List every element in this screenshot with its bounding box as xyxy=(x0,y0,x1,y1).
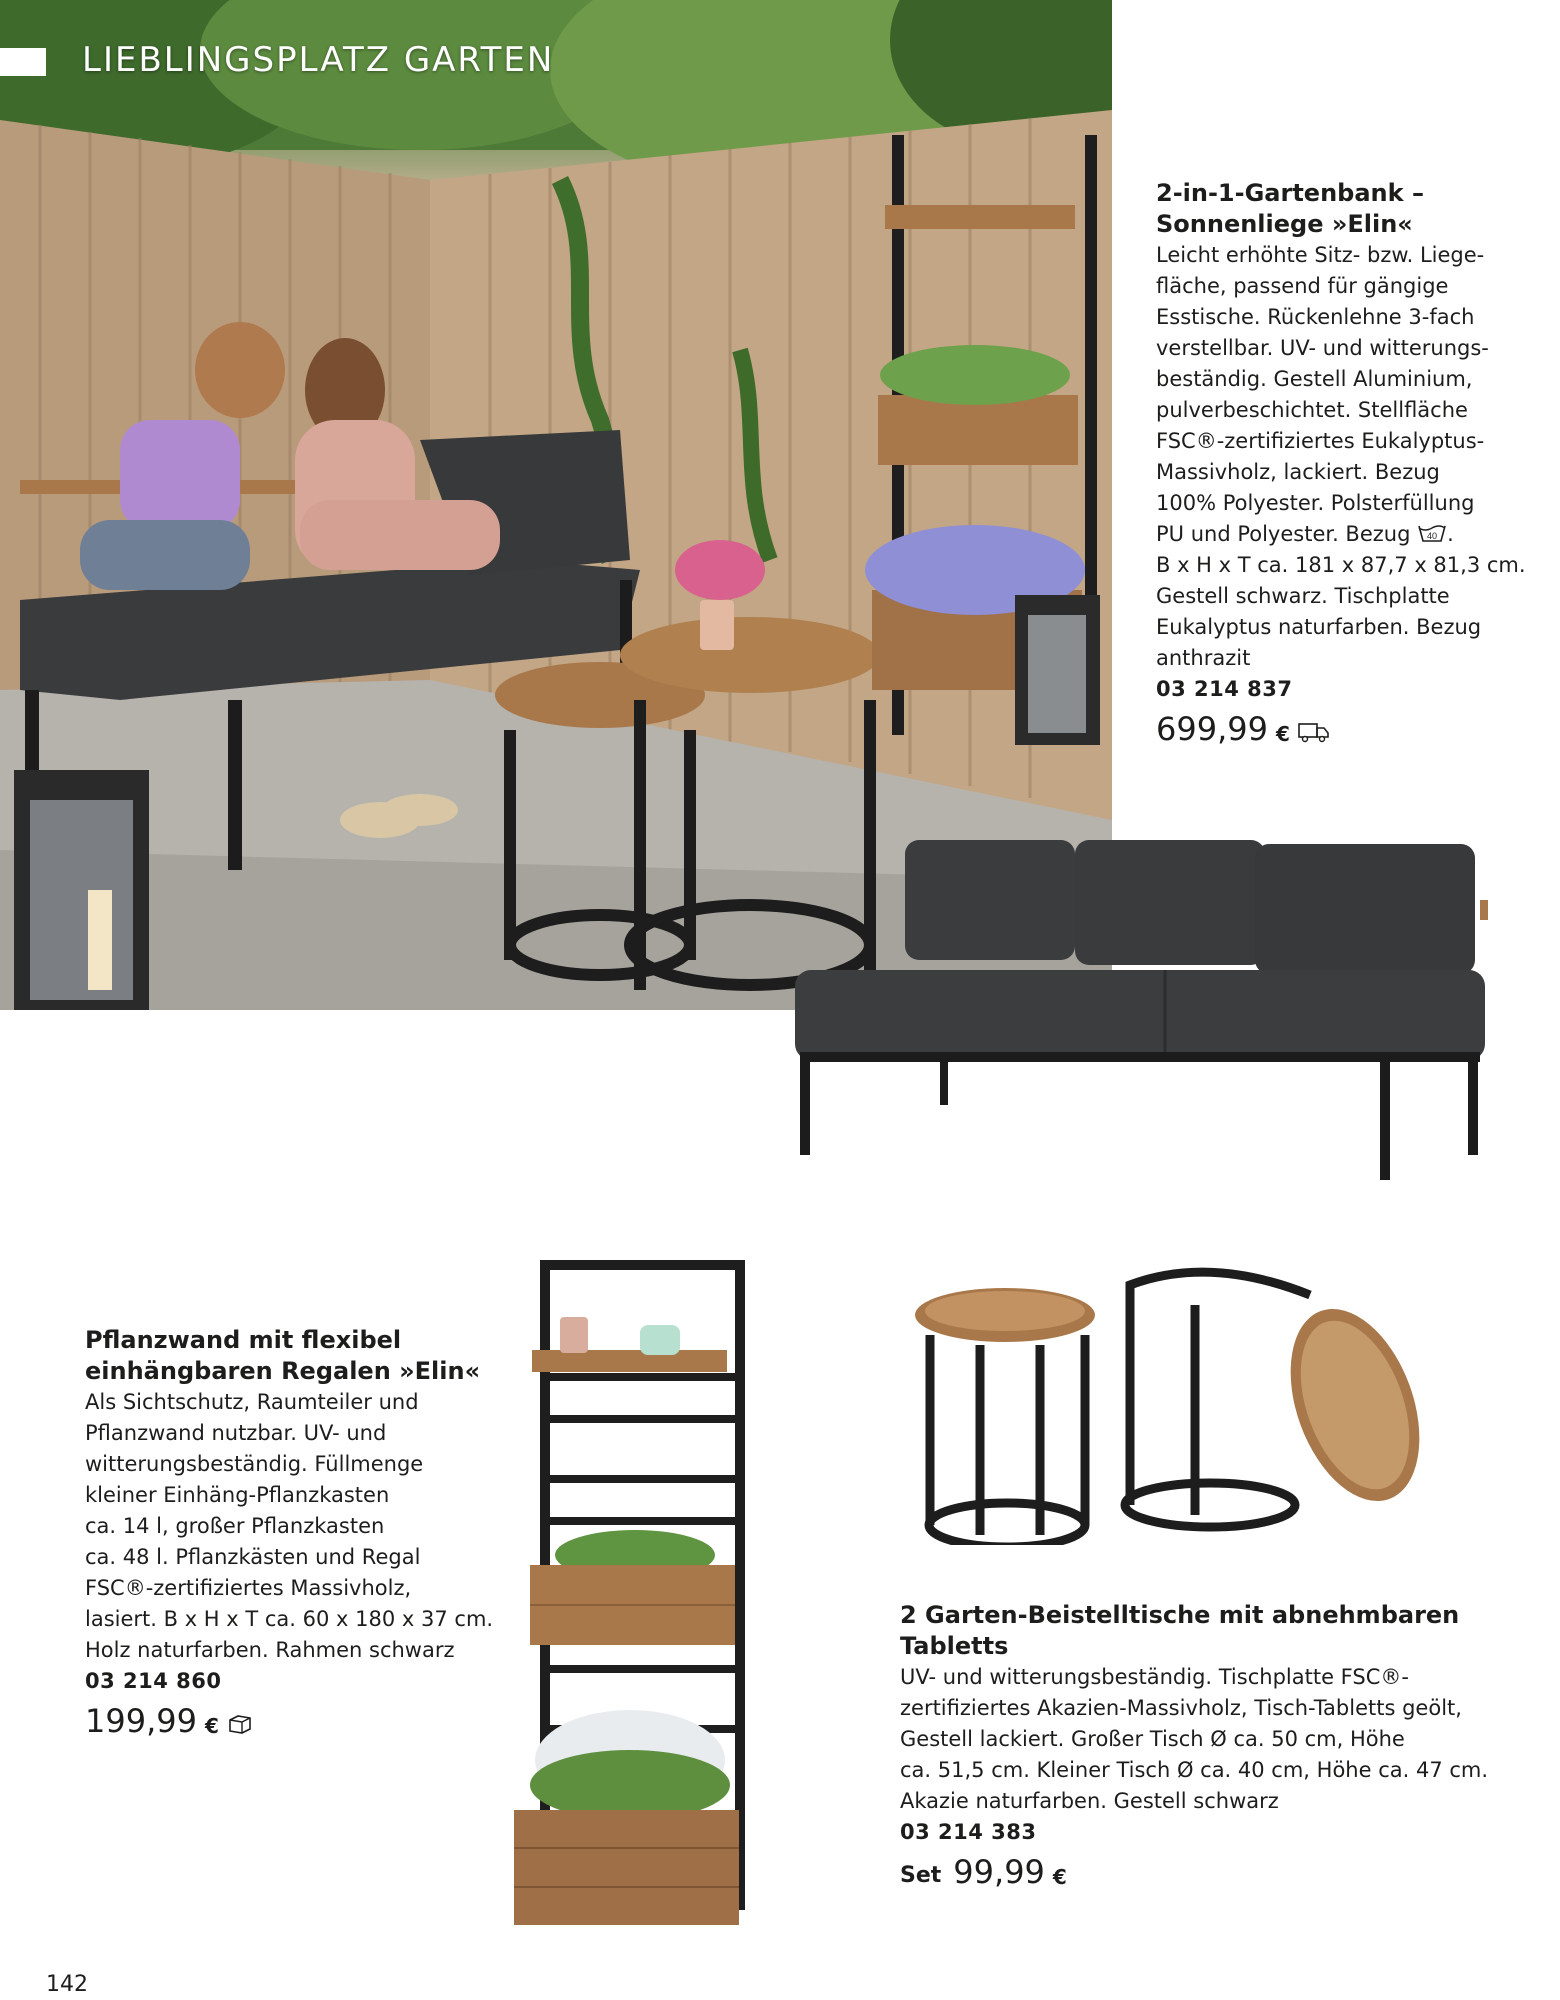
article-number: 03 214 383 xyxy=(900,1820,1037,1844)
price-value: 199,99 xyxy=(85,1702,197,1740)
desc-line: witterungsbeständig. Füllmenge xyxy=(85,1452,424,1476)
desc-line: Pflanzwand nutzbar. UV- und xyxy=(85,1421,387,1445)
desc-line: fläche, passend für gängige xyxy=(1156,274,1449,298)
price-block xyxy=(1156,709,1536,749)
title-line: 2-in-1-Gartenbank – xyxy=(1156,179,1424,207)
desc-line: FSC®-zertifiziertes Massivholz, xyxy=(85,1576,412,1600)
price-block xyxy=(85,1701,505,1741)
title-line: Sonnenliege »Elin« xyxy=(1156,210,1413,238)
price-value: 699,99 xyxy=(1156,710,1268,748)
desc-line: Leicht erhöhte Sitz- bzw. Liege- xyxy=(1156,243,1485,267)
price-prefix: Set xyxy=(900,1863,942,1888)
desc-line: Esstische. Rückenlehne 3-fach xyxy=(1156,305,1475,329)
price-block xyxy=(900,1852,1460,1892)
side-tables-product-image xyxy=(910,1255,1430,1545)
product-plant-wall xyxy=(85,1325,505,1741)
desc-line: Gestell schwarz. Tischplatte xyxy=(1156,584,1450,608)
product-bench xyxy=(1156,178,1536,749)
product-description xyxy=(1156,240,1536,674)
article-number: 03 214 837 xyxy=(1156,677,1293,701)
desc-line: ca. 48 l. Pflanzkästen und Regal xyxy=(85,1545,421,1569)
price-currency: € xyxy=(1052,1865,1067,1889)
desc-line: Massivholz, lackiert. Bezug xyxy=(1156,460,1440,484)
product-title xyxy=(1156,178,1536,240)
parcel-icon xyxy=(227,1713,253,1735)
wash-temperature: 40 xyxy=(1427,531,1438,541)
desc-line: zertifiziertes Akazien-Massivholz, Tisch-Tabletts geölt, xyxy=(900,1696,1462,1720)
desc-line: Gestell lackiert. Großer Tisch Ø ca. 50 cm, Höhe xyxy=(900,1727,1405,1751)
product-title xyxy=(85,1325,505,1387)
title-line: Tabletts xyxy=(900,1632,1009,1660)
desc-line: anthrazit xyxy=(1156,646,1251,670)
desc-line: ca. 14 l, großer Pflanzkasten xyxy=(85,1514,385,1538)
desc-line: Holz naturfarben. Rahmen schwarz xyxy=(85,1638,455,1662)
desc-line: 100% Polyester. Polsterfüllung xyxy=(1156,491,1475,515)
section-marker-bar xyxy=(0,48,46,76)
section-title: LIEBLINGSPLATZ GARTEN xyxy=(82,40,555,80)
price-currency: € xyxy=(204,1714,219,1738)
desc-line: PU und Polyester. Bezug 40 . xyxy=(1156,522,1454,546)
desc-line: Als Sichtschutz, Raumteiler und xyxy=(85,1390,419,1414)
desc-line: pulverbeschichtet. Stellfläche xyxy=(1156,398,1468,422)
article-number: 03 214 860 xyxy=(85,1669,222,1693)
title-line: Pflanzwand mit flexibel xyxy=(85,1326,402,1354)
desc-line: ca. 51,5 cm. Kleiner Tisch Ø ca. 40 cm, Höhe ca. 47 cm. xyxy=(900,1758,1489,1782)
plant-wall-product-image xyxy=(510,1255,750,1935)
desc-text: PU und Polyester. Bezug xyxy=(1156,522,1411,546)
desc-line: verstellbar. UV- und witterungs- xyxy=(1156,336,1489,360)
desc-line: Eukalyptus naturfarben. Bezug xyxy=(1156,615,1482,639)
desc-line: Akazie naturfarben. Gestell schwarz xyxy=(900,1789,1279,1813)
wash-40-icon xyxy=(1417,522,1447,544)
desc-line: UV- und witterungsbeständig. Tischplatte FSC®- xyxy=(900,1665,1409,1689)
bench-product-image xyxy=(790,820,1490,1270)
desc-line: beständig. Gestell Aluminium, xyxy=(1156,367,1473,391)
product-title xyxy=(900,1600,1460,1662)
truck-icon xyxy=(1298,721,1330,743)
desc-line: lasiert. B x H x T ca. 60 x 180 x 37 cm. xyxy=(85,1607,494,1631)
product-side-tables xyxy=(900,1600,1489,1892)
price-currency: € xyxy=(1275,722,1290,746)
product-description xyxy=(900,1662,1489,1817)
product-description xyxy=(85,1387,505,1666)
price-value: 99,99 xyxy=(953,1853,1045,1891)
desc-line: FSC®-zertifiziertes Eukalyptus- xyxy=(1156,429,1485,453)
page-number: 142 xyxy=(46,1972,88,1997)
title-line: einhängbaren Regalen »Elin« xyxy=(85,1357,481,1385)
desc-line: kleiner Einhäng-Pflanzkasten xyxy=(85,1483,390,1507)
title-line: 2 Garten-Beistelltische mit abnehmbaren xyxy=(900,1601,1460,1629)
desc-line: B x H x T ca. 181 x 87,7 x 81,3 cm. xyxy=(1156,553,1526,577)
